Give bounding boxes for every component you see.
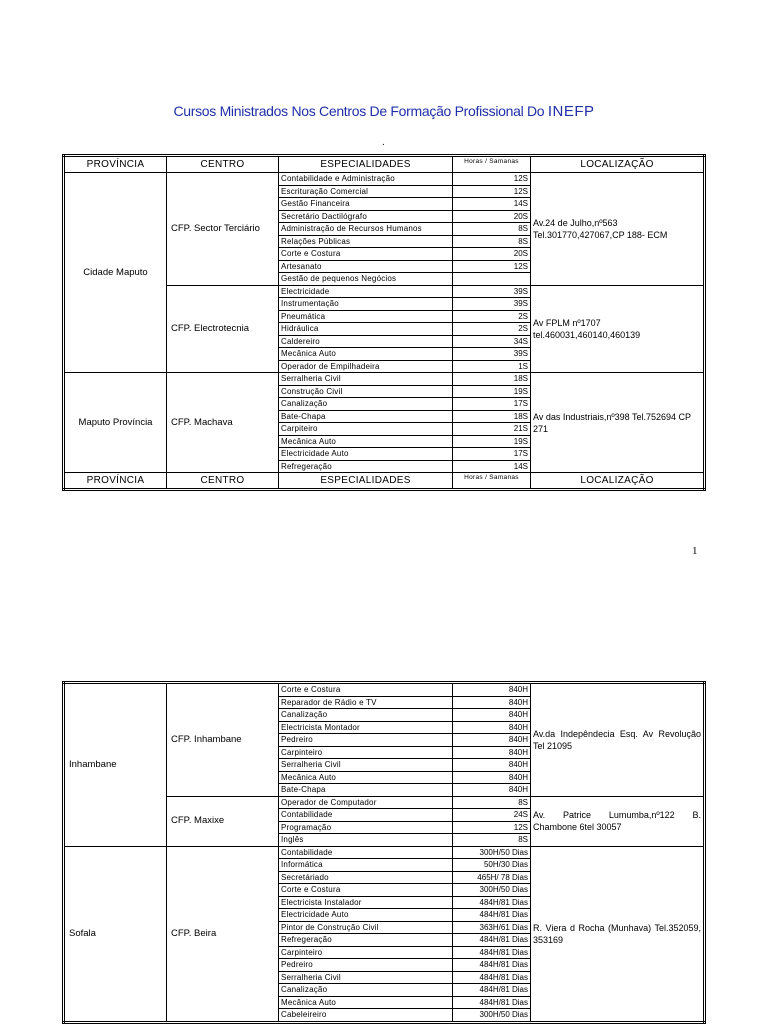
- header-especialidades: ESPECIALIDADES: [279, 156, 453, 173]
- courses-table-page1: [62, 154, 706, 491]
- footer-provincia: PROVÍNCIA: [64, 473, 167, 490]
- course-hours: 39S: [453, 348, 531, 361]
- course-hours: 484H/81 Dias: [453, 909, 531, 922]
- course-name: Mecânica Auto: [279, 348, 453, 361]
- province-cell: Inhambane: [64, 683, 167, 847]
- header-horas: Horas / Samanas: [453, 156, 531, 173]
- course-hours: 39S: [453, 298, 531, 311]
- course-name: Mecânica Auto: [279, 771, 453, 784]
- course-hours: 20S: [453, 210, 531, 223]
- course-hours: 12S: [453, 821, 531, 834]
- course-name: Carpinteiro: [279, 946, 453, 959]
- course-hours: 840H: [453, 734, 531, 747]
- course-hours: 2S: [453, 310, 531, 323]
- course-hours: 840H: [453, 746, 531, 759]
- location-cell: Av das Industriais,nº398 Tel.752694 CP 271: [531, 373, 705, 473]
- course-hours: 300H/50 Dias: [453, 846, 531, 859]
- course-name: Reparador de Rádio e TV: [279, 696, 453, 709]
- location-cell: Av.24 de Julho,nº563 Tel.301770,427067,CP 188- ECM: [531, 173, 705, 286]
- course-name: Carpiteiro: [279, 423, 453, 436]
- table-row: [64, 373, 705, 386]
- course-name: Gestão Financeira: [279, 198, 453, 211]
- course-hours: 300H/50 Dias: [453, 1009, 531, 1023]
- course-hours: 2S: [453, 323, 531, 336]
- course-hours: 12S: [453, 260, 531, 273]
- table-header-row: [64, 156, 705, 173]
- course-hours: 465H/ 78 Dias: [453, 871, 531, 884]
- footer-horas: Horas / Samanas: [453, 473, 531, 490]
- course-name: Pedreiro: [279, 734, 453, 747]
- location-cell: Av. Patrice Lumumba,nº122 B. Chambone 6tel 30057: [531, 796, 705, 846]
- course-hours: 484H/81 Dias: [453, 996, 531, 1009]
- course-name: Cabeleireiro: [279, 1009, 453, 1023]
- course-name: Carpinteiro: [279, 746, 453, 759]
- course-hours: 300H/50 Dias: [453, 884, 531, 897]
- course-name: Canalização: [279, 398, 453, 411]
- course-hours: 18S: [453, 373, 531, 386]
- table-row: [64, 846, 705, 859]
- course-name: Operador de Empilhadeira: [279, 360, 453, 373]
- course-name: Informática: [279, 859, 453, 872]
- course-hours: 20S: [453, 248, 531, 261]
- course-hours: 8S: [453, 223, 531, 236]
- course-hours: 12S: [453, 185, 531, 198]
- course-hours: 12S: [453, 173, 531, 186]
- course-hours: 484H/81 Dias: [453, 971, 531, 984]
- course-hours: 39S: [453, 285, 531, 298]
- course-hours: 484H/81 Dias: [453, 946, 531, 959]
- document-title: [0, 103, 768, 120]
- center-cell: CFP. Sector Terciário: [167, 173, 279, 286]
- table-row: [64, 683, 705, 697]
- course-hours: 840H: [453, 696, 531, 709]
- course-name: Construção Civil: [279, 385, 453, 398]
- center-cell: CFP. Beira: [167, 846, 279, 1022]
- course-hours: 8S: [453, 796, 531, 809]
- center-cell: CFP. Maxixe: [167, 796, 279, 846]
- course-name: Pintor de Construção Civil: [279, 921, 453, 934]
- course-name: Corte e Costura: [279, 884, 453, 897]
- province-cell: Cidade Maputo: [64, 173, 167, 373]
- location-cell: R. Viera d Rocha (Munhava) Tel.352059, 353169: [531, 846, 705, 1022]
- course-name: Serralheria Civil: [279, 373, 453, 386]
- course-hours: 34S: [453, 335, 531, 348]
- course-name: Electricista Montador: [279, 721, 453, 734]
- course-name: Inglês: [279, 834, 453, 847]
- course-hours: 1S: [453, 360, 531, 373]
- province-cell: Sofala: [64, 846, 167, 1022]
- stray-dot: .: [382, 137, 385, 148]
- table-row: [64, 173, 705, 186]
- course-hours: 8S: [453, 834, 531, 847]
- course-name: Secretário Dactilógrafo: [279, 210, 453, 223]
- center-cell: CFP. Inhambane: [167, 683, 279, 797]
- course-name: Administração de Recursos Humanos: [279, 223, 453, 236]
- course-name: Hidráulica: [279, 323, 453, 336]
- course-name: Pneumática: [279, 310, 453, 323]
- location-cell: Av.da Indepêndecia Esq. Av Revolução Tel 21095: [531, 683, 705, 797]
- course-name: Artesanato: [279, 260, 453, 273]
- center-cell: CFP. Electrotecnia: [167, 285, 279, 373]
- course-name: Secretáriado: [279, 871, 453, 884]
- course-hours: 840H: [453, 721, 531, 734]
- course-hours: 840H: [453, 683, 531, 697]
- course-name: Mecânica Auto: [279, 996, 453, 1009]
- course-hours: 840H: [453, 771, 531, 784]
- table-footer-row: [64, 473, 705, 490]
- course-name: Contabilidade e Administração: [279, 173, 453, 186]
- header-provincia: PROVÍNCIA: [64, 156, 167, 173]
- course-hours: 840H: [453, 784, 531, 797]
- footer-centro: CENTRO: [167, 473, 279, 490]
- title-text: Cursos Ministrados Nos Centros De Formação Profissional Do: [173, 103, 548, 119]
- course-hours: 17S: [453, 398, 531, 411]
- course-name: Refregeração: [279, 460, 453, 473]
- course-name: Operador de Computador: [279, 796, 453, 809]
- course-hours: 17S: [453, 448, 531, 461]
- course-hours: 21S: [453, 423, 531, 436]
- course-name: Corte e Costura: [279, 683, 453, 697]
- course-name: Contabilidade: [279, 846, 453, 859]
- course-name: Programação: [279, 821, 453, 834]
- course-hours: 484H/81 Dias: [453, 934, 531, 947]
- course-hours: 484H/81 Dias: [453, 959, 531, 972]
- course-hours: 484H/81 Dias: [453, 896, 531, 909]
- page-number: 1: [692, 545, 698, 557]
- course-name: Canalização: [279, 709, 453, 722]
- course-name: Caldereiro: [279, 335, 453, 348]
- course-name: Contabilidade: [279, 809, 453, 822]
- course-hours: 363H/61 Dias: [453, 921, 531, 934]
- course-name: Electricista Instalador: [279, 896, 453, 909]
- course-hours: 24S: [453, 809, 531, 822]
- course-name: Pedreiro: [279, 959, 453, 972]
- course-name: Bate-Chapa: [279, 410, 453, 423]
- course-name: Bate-Chapa: [279, 784, 453, 797]
- course-hours: 19S: [453, 435, 531, 448]
- course-name: Relações Públicas: [279, 235, 453, 248]
- course-name: Instrumentação: [279, 298, 453, 311]
- course-name: Refregeração: [279, 934, 453, 947]
- title-brand: INEFP: [547, 103, 595, 120]
- course-name: Corte e Costura: [279, 248, 453, 261]
- course-hours: 484H/81 Dias: [453, 984, 531, 997]
- course-hours: 50H/30 Dias: [453, 859, 531, 872]
- center-cell: CFP. Machava: [167, 373, 279, 473]
- course-name: Electricidade: [279, 285, 453, 298]
- course-name: Electricidade Auto: [279, 909, 453, 922]
- courses-table-page2: [62, 681, 706, 1024]
- location-cell: Av FPLM nº1707 tel.460031,460140,460139: [531, 285, 705, 373]
- course-hours: 18S: [453, 410, 531, 423]
- footer-localizacao: LOCALIZAÇÃO: [531, 473, 705, 490]
- course-name: Serralheria Civil: [279, 971, 453, 984]
- course-hours: 8S: [453, 235, 531, 248]
- course-name: Serralheria Civil: [279, 759, 453, 772]
- course-name: Escrituração Comercial: [279, 185, 453, 198]
- footer-especialidades: ESPECIALIDADES: [279, 473, 453, 490]
- course-name: Electricidade Auto: [279, 448, 453, 461]
- course-hours: [453, 273, 531, 286]
- province-cell: Maputo Província: [64, 373, 167, 473]
- course-name: Gestão de pequenos Negócios: [279, 273, 453, 286]
- course-hours: 840H: [453, 709, 531, 722]
- header-localizacao: LOCALIZAÇÃO: [531, 156, 705, 173]
- course-name: Mecânica Auto: [279, 435, 453, 448]
- course-hours: 14S: [453, 460, 531, 473]
- course-hours: 14S: [453, 198, 531, 211]
- course-hours: 840H: [453, 759, 531, 772]
- course-name: Canalização: [279, 984, 453, 997]
- course-hours: 19S: [453, 385, 531, 398]
- header-centro: CENTRO: [167, 156, 279, 173]
